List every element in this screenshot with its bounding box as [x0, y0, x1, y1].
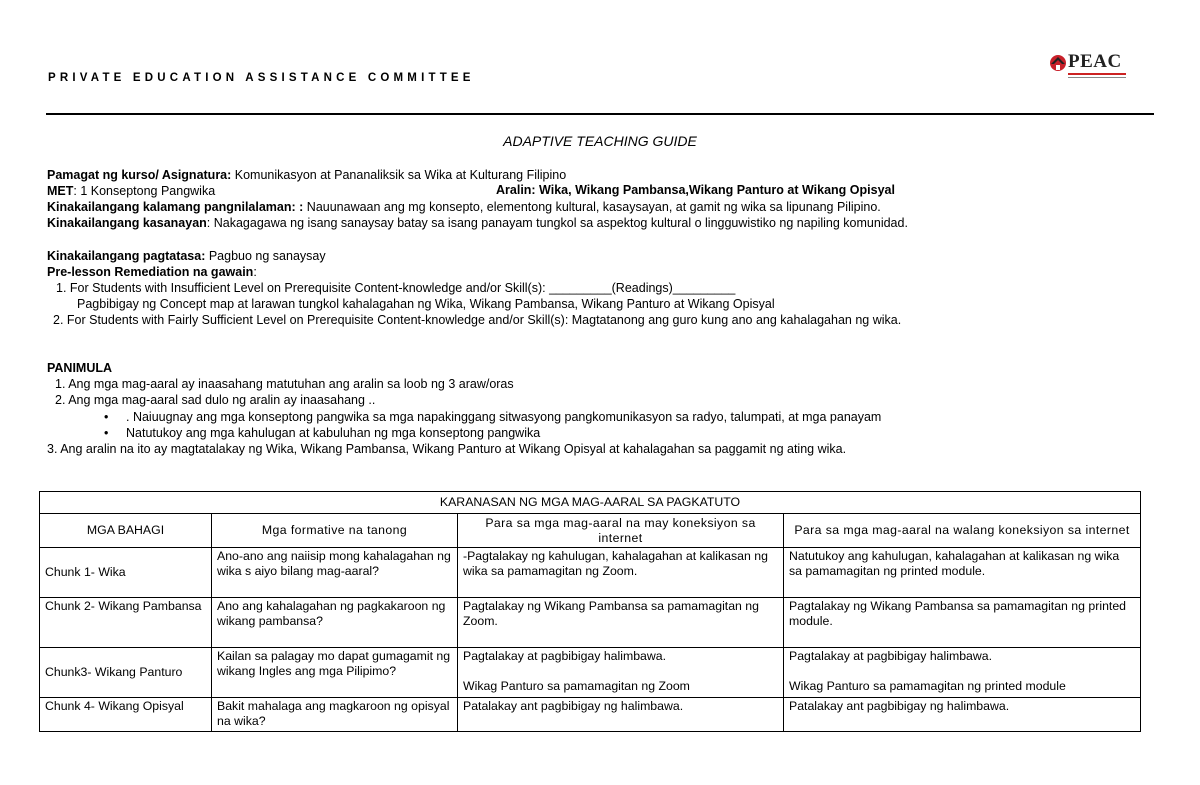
cell-question: Ano ang kahalagahan ng pagkakaroon ng wikang pambansa? [212, 598, 458, 648]
cell-offline-line-1: Pagtalakay at pagbibigay halimbawa. [789, 649, 993, 663]
prelesson-label: Pre-lesson Remediation na gawain [47, 265, 254, 279]
table-row [40, 548, 1141, 598]
kasanayan-line [47, 215, 908, 231]
panimula-bullet-2 [104, 425, 540, 441]
met-label: MET [47, 184, 74, 198]
cell-online: Patalakay ant pagbibigay ng halimbawa. [458, 698, 784, 732]
cell-online-line-1: Pagtalakay at pagbibigay halimbawa. [463, 649, 667, 663]
cell-offline-line-2: Wikag Panturo sa pamamagitan ng printed module [789, 679, 1066, 693]
cell-chunk: Chunk 4- Wikang Opisyal [40, 698, 212, 732]
aralin-title: Aralin: Wika, Wikang Pambansa,Wikang Panturo at Wikang Opisyal [496, 183, 895, 197]
table-header-row [40, 514, 1141, 548]
cell-offline: Patalakay ant pagbibigay ng halimbawa. [784, 698, 1141, 732]
peac-logo [1048, 50, 1128, 84]
bullet-icon: • [104, 410, 109, 424]
cell-question: Kailan sa palagay mo dapat gumagamit ng wikang Ingles ang mga Pilipimo? [212, 648, 458, 698]
cell-online: -Pagtalakay ng kahulugan, kahalagahan at kalikasan ng wika sa pamamagitan ng Zoom. [458, 548, 784, 598]
cell-offline: Natutukoy ang kahulugan, kahalagahan at kalikasan ng wika sa pamamagitan ng printed module. [784, 548, 1141, 598]
prelesson-item-1: 1. For Students with Insufficient Level on Prerequisite Content-knowledge and/or Skill(s): _________(Readings)_________ [56, 281, 736, 295]
bullet-1-text: . Naiuugnay ang mga konseptong pangwika sa mga napakinggang sitwasyong pangkomunikasyon sa radyo, talumpati, at mga panayam [126, 410, 882, 424]
cell-spacer [463, 664, 778, 679]
kalamang-value: Nauunawaan ang mg konsepto, elementong kultural, kasaysayan, at gamit ng wika sa lipunang Pilipino. [303, 200, 881, 214]
kalamang-label: Kinakailangang kalamang pangnilalaman: : [47, 200, 304, 214]
header-walang-internet: Para sa mga mag-aaral na walang koneksiyon sa internet [784, 514, 1141, 548]
kurso-label: Pamagat ng kurso/ Asignatura: [47, 168, 232, 182]
header-bahagi: MGA BAHAGI [40, 514, 212, 548]
logo-wordmark: PEAC [1068, 51, 1122, 72]
panimula-item-3: 3. Ang aralin na ito ay magtatalakay ng Wika, Wikang Pambansa, Wikang Panturo at Wikang Opisyal at kahalagahan sa paggamit ng ating wika. [47, 442, 847, 456]
logo-underline-thin [1068, 77, 1126, 78]
kurso-value: Komunikasyon at Pananaliksik sa Wika at Kulturang Filipino [231, 168, 567, 182]
panimula-bullet-1 [104, 409, 881, 425]
met-value: : 1 Konseptong Pangwika [73, 184, 216, 198]
cell-spacer [789, 664, 1135, 679]
panimula-item-1: 1. Ang mga mag-aaral ay inaasahang matutuhan ang aralin sa loob ng 3 araw/oras [55, 377, 514, 391]
cell-chunk: Chunk 2- Wikang Pambansa [40, 598, 212, 648]
cell-online [458, 648, 784, 698]
pagtatasa-label: Kinakailangang pagtatasa: [47, 249, 206, 263]
table-row [40, 698, 1141, 732]
prelesson-line [47, 264, 257, 280]
met-line [47, 183, 215, 199]
pagtatasa-line [47, 248, 326, 264]
kurso-line [47, 167, 566, 183]
prelesson-item-1b: Pagbibigay ng Concept map at larawan tungkol kahalagahan ng Wika, Wikang Pambansa, Wikang Panturo at Wikang Opisyal [77, 297, 775, 311]
page-title: ADAPTIVE TEACHING GUIDE [503, 133, 697, 149]
bullet-icon: • [104, 426, 109, 440]
header-may-internet: Para sa mga mag-aaral na may koneksiyon sa internet [458, 514, 784, 548]
table-row [40, 598, 1141, 648]
prelesson-colon: : [253, 265, 257, 279]
panimula-heading: PANIMULA [47, 361, 113, 375]
header-rule [46, 113, 1154, 115]
bullet-2-text: Natutukoy ang mga kahulugan at kabuluhan ng mga konseptong pangwika [126, 426, 541, 440]
table-caption-row [40, 492, 1141, 514]
learning-experience-table [39, 491, 1141, 732]
org-header: PRIVATE EDUCATION ASSISTANCE COMMITTEE [48, 72, 475, 84]
cell-question: Bakit mahalaga ang magkaroon ng opisyal na wika? [212, 698, 458, 732]
peac-emblem-icon [1048, 53, 1068, 73]
kalamang-line [47, 199, 881, 215]
prelesson-item-2: 2. For Students with Fairly Sufficient Level on Prerequisite Content-knowledge and/or Skill(s): Magtatanong ang guro kung ano ang kahalagahan ng wika. [53, 313, 902, 327]
cell-online: Pagtalakay ng Wikang Pambansa sa pamamagitan ng Zoom. [458, 598, 784, 648]
table-caption: KARANASAN NG MGA MAG-AARAL SA PAGKATUTO [40, 492, 1141, 514]
table-row [40, 648, 1141, 698]
logo-underline [1068, 73, 1126, 75]
kasanayan-label: Kinakailangang kasanayan [47, 216, 207, 230]
kasanayan-value: : Nakagagawa ng isang sanaysay batay sa isang panayam tungkol sa aspektog kultural o lingguwistiko ng napiling komunidad. [206, 216, 908, 230]
pagtatasa-value: Pagbuo ng sanaysay [205, 249, 326, 263]
cell-offline [784, 648, 1141, 698]
cell-chunk: Chunk3- Wikang Panturo [40, 648, 212, 698]
cell-chunk: Chunk 1- Wika [40, 548, 212, 598]
cell-question: Ano-ano ang naiisip mong kahalagahan ng wika s aiyo bilang mag-aaral? [212, 548, 458, 598]
header-formative: Mga formative na tanong [212, 514, 458, 548]
cell-online-line-2: Wikag Panturo sa pamamagitan ng Zoom [463, 679, 690, 693]
cell-offline: Pagtalakay ng Wikang Pambansa sa pamamagitan ng printed module. [784, 598, 1141, 648]
panimula-item-2: 2. Ang mga mag-aaral sad dulo ng aralin ay inaasahang .. [55, 393, 376, 407]
